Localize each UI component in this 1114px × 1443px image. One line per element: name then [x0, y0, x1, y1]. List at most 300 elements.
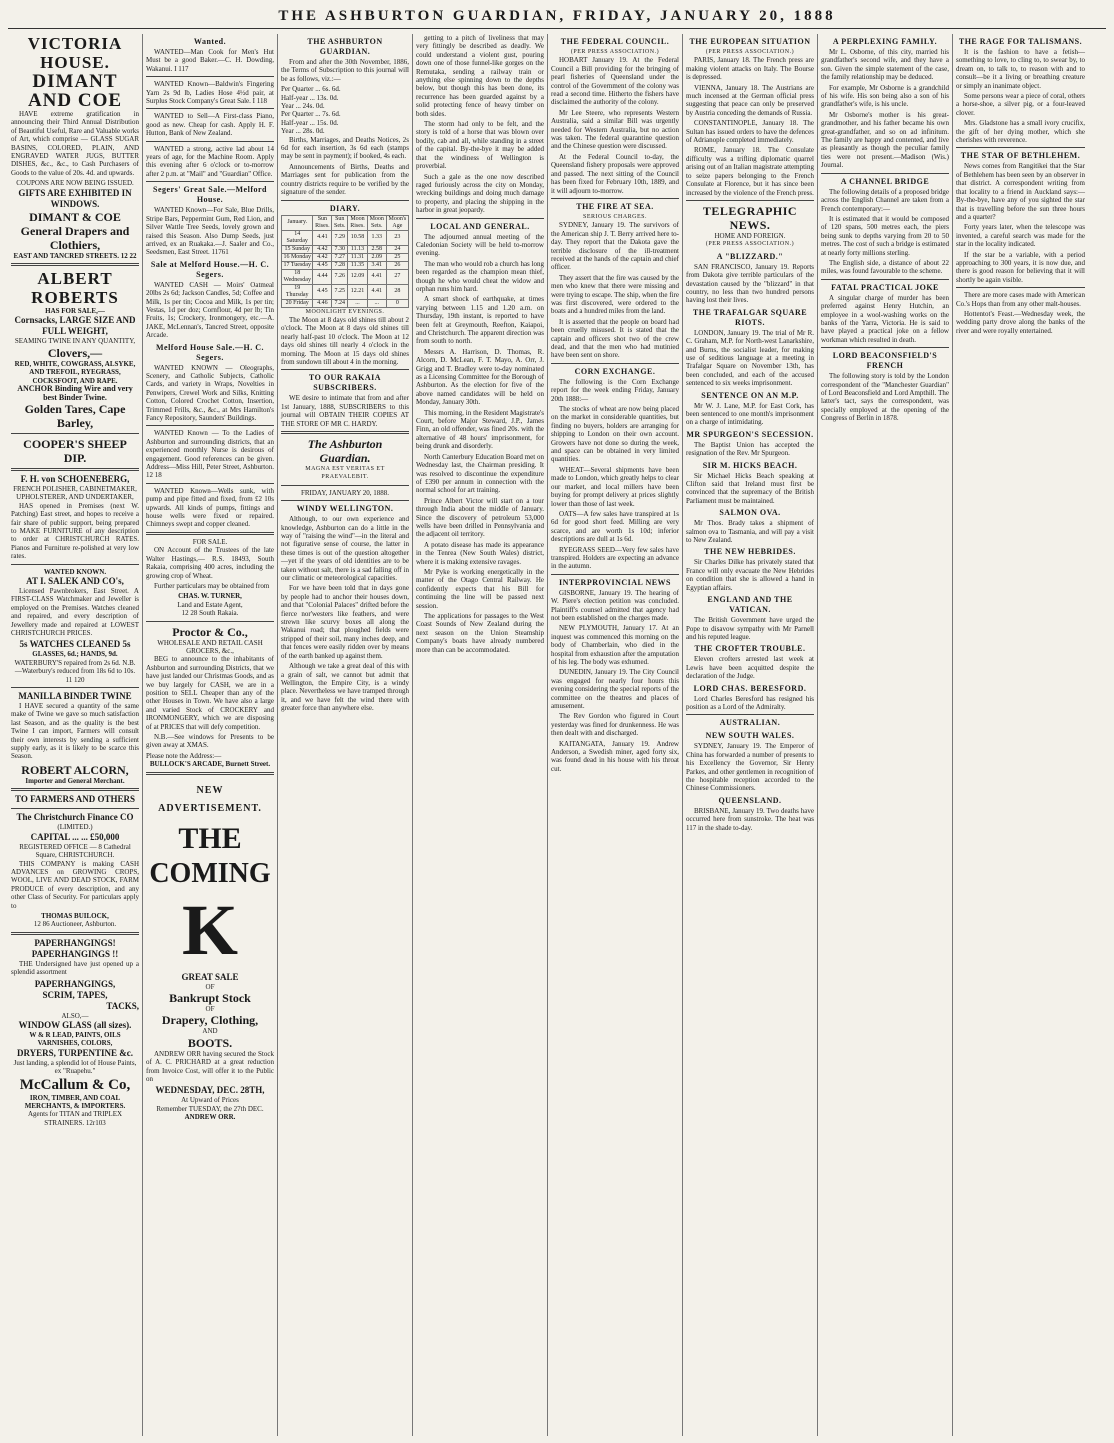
wanted-ad: WANTED a strong, active lad about 14 years of age, for the Machine Room. Apply this evening after 6 o'clock or to-morrow after 2 p.m. at "Mail" and "Guardian" Office.: [146, 144, 274, 178]
dimant-address: EAST AND TANCRED STREETS. 12 22: [13, 251, 137, 260]
golden-tares: Golden Tares, Cape Barley,: [24, 401, 126, 430]
qld-text: BRISBANE, January 19. Two deaths have occurred here from sunstroke. The heat was 117 in the shade to-day.: [686, 806, 814, 832]
talisman-paragraph: Mrs. Gladstone has a small ivory crucifix, the gift of her dying mother, which she cherishes with reverence.: [956, 119, 1085, 145]
divider: [146, 108, 274, 109]
corn-item: WHEAT—Several shipments have been made to London, which greatly helps to clear our market, and local millers have been buying for prompt delivery at prices slightly lower than those of last week.: [551, 465, 679, 508]
of-2: OF: [205, 1005, 215, 1014]
queensland-heading: QUEENSLAND.: [718, 795, 782, 805]
beresford-heading: LORD CHAS. BERESFORD.: [693, 683, 807, 693]
fire-item: SYDNEY, January 19. The survivors of the American ship J. T. Berry arrived here to-day. They report that the Dakota gave the terrible disclosure of the ill-treatment received at the hands of the captain and chief officer.: [551, 221, 679, 272]
column-6: [683, 34, 818, 1436]
diary-cell: 14 Saturday: [282, 230, 313, 245]
columns: [8, 34, 1106, 1436]
salek-text: Licensed Pawnbrokers, East Street. A FIRST-CLASS Watchmaker and Jeweller is employed on the Premises. Watches cleaned and repaired, and every description of Jewellery made and repaired at LOWEST CHRISTCHURCH PRICES.: [11, 586, 139, 637]
divider: [551, 198, 679, 199]
federal-heading: THE FEDERAL COUNCIL.: [560, 37, 670, 46]
registered-line: REGISTERED OFFICE — 8 Cathedral Square, CHRISTCHURCH.: [19, 842, 131, 860]
orr-text: ANDREW ORR having secured the Stock of A. C. PRICHARD at a great reduction from Invoice Cost, will offer it to the Public on: [146, 1049, 274, 1084]
motto: MAGNA EST VERITAS ET PRAEVALEBIT.: [305, 465, 385, 481]
corn-item: The following is the Corn Exchange report for the week ending Friday, January 20th 1888:—: [551, 377, 679, 403]
french-heading: LORD BEACONSFIELD'S FRENCH: [832, 351, 938, 371]
local-item: North Canterbury Education Board met on Wednesday last, the Chairman presiding. It was resolved to discontinue the expenditure of £390 per annum in connection with the normal school for art training.: [416, 452, 544, 495]
diary-cell: 4.41: [367, 269, 386, 284]
diary-cell: 4.46: [313, 299, 332, 307]
glasses-line: GLASSES, 6d.; HANDS, 9d.: [32, 650, 118, 659]
federal-item: Mr Lee Steere, who represents Western Australia, said a similar Bill was urgently needed for Western Australia, but no action was taken. The federal quarantine question and the Chinese question were discussed.: [551, 108, 679, 151]
diary-col-header: Sun Sets.: [332, 215, 348, 230]
nb-text: N.B.—See windows for Presents to be given away at XMAS.: [146, 733, 274, 750]
family-paragraph: Mr Osborne's mother is his great-grandmother, and his father became his own great-grandfather, and so on ad infinitum. The family are happy and contented, and live as pleasantly as though the peculiar family ties were not present.—Madison (Wis.) Journal.: [821, 110, 949, 170]
diary-cell: 11.13: [348, 245, 368, 253]
masthead-rule: [8, 28, 1106, 29]
diary-cell: 26: [386, 261, 408, 269]
waterbury-line: WATERBURY'S repaired from 2s 6d. N.B.—Waterbury's reduced from 18s 6d to 10s. 11 120: [14, 658, 136, 684]
window-glass: WINDOW GLASS (all sizes).: [18, 1019, 132, 1030]
sale-heading: Sale at Melford House.—H. C. Segers.: [150, 259, 270, 279]
address-note: Please note the Address:—: [146, 751, 222, 760]
oleo-text: WANTED KNOWN — Oleographs, Scenery, and Catholic Subjects, Catholic Cards, and variety in Wraps, Novelties in Penwipers, Crewel Work and Silks, Knitting Cotton, Colored Crochet Cotton, Insertion, Trimmed Frills, &c., &c., at Mrs Hamilton's Fancy Repository, Saunders' Buildings.: [146, 363, 274, 422]
article-paragraph: The storm had only to be felt, and the story is told of a horse that was blown over bodily, cab and all, while standing in a street of the capital. By-the-bye it may be added that the windiness of Wellington is proverbial.: [416, 120, 544, 171]
table-row: [282, 230, 409, 245]
local-item: Messrs A. Harrison, D. Thomas, R. Alcorn, D. McLean, F. T. Mayo, A. Orr, J. Grigg and T. Bradley were to-day nominated as a Licensing Committee for the Borough of Ashburton. As the election for five of the above named candidates will be held on Monday, January 30th.: [416, 347, 544, 407]
star-paragraph: News comes from Rangitikei that the Star of Bethlehem has been seen by an observer in that district. A correspondent writing from that locality to a friend in Auckland says:—By-the-bye, have any of you sighted the star that is travelling before the sun three hours and a quarter?: [956, 162, 1085, 221]
wanted-heading: Wanted.: [193, 37, 227, 46]
auctioneer-line: 12 86 Auctioneer, Ashburton.: [33, 920, 117, 929]
trafalgar-heading: THE TRAFALGAR SQUARE RIOTS.: [692, 307, 808, 327]
alcorn-heading: ROBERT ALCORN,: [21, 762, 129, 777]
diary-cell: 16 Monday: [283, 253, 311, 260]
divider: [686, 714, 814, 715]
diary-col-header: Moon Rises.: [348, 215, 368, 230]
diary-cell: 2.58: [367, 245, 386, 253]
column-3: [278, 34, 413, 1436]
and-line: AND: [202, 1027, 218, 1036]
crofter-text: Eleven crofters arrested last week at Lewis have been acquitted despite the declaration of the Judge.: [686, 655, 814, 681]
rate-line: Year ... 24s. 0d.: [281, 102, 325, 111]
proctor-heading: Proctor & Co.,: [172, 624, 248, 639]
diary-cell: 11.35: [348, 261, 368, 269]
the-heading: THE: [178, 821, 242, 855]
talisman-paragraph: Some persons wear a piece of coral, others a horse-shoe, a silver pig, or a four-leaved clover.: [956, 92, 1085, 117]
hicks-text: Sir Michael Hicks Beach speaking at Clifton said that Ireland must first be convinced that the supremacy of the British Parliament must be maintained.: [686, 471, 814, 505]
column-4: [413, 34, 548, 1436]
family-heading: A PERPLEXING FAMILY.: [832, 37, 938, 46]
cornsacks-line: Cornsacks, LARGE SIZE AND FULL WEIGHT,: [14, 315, 136, 337]
wanted-known: WANTED KNOWN.: [43, 567, 107, 576]
diary-cell: 24: [386, 245, 408, 253]
corn-heading: CORN EXCHANGE.: [574, 366, 656, 376]
local-heading: LOCAL AND GENERAL.: [430, 221, 530, 231]
divider: [146, 621, 274, 622]
diary-cell: 0: [386, 299, 408, 307]
euro-item: CONSTANTINOPLE, January 18. The Sultan has issued orders to have the defences of Adrianople completed immediately.: [686, 119, 814, 145]
diary-cell: 27: [386, 269, 408, 284]
rakaia-heading: TO OUR RAKAIA SUBSCRIBERS.: [308, 373, 382, 393]
limited-line: (LIMITED.): [57, 823, 93, 832]
joke-text: A singular charge of murder has been preferred against Henry Hutchin, an employee in a wool-washing works on the banks of the Yarra, Victoria. He is said to have played a practical joke on a fellow workman which resulted in death.: [821, 293, 949, 344]
south-rakaia: 12 28 South Rakaia.: [181, 609, 239, 618]
wanted-ad: WANTED to Sell—A First-class Piano, good as new. Cheap for cash. Apply H. F. Hutton, Bank of New Zealand.: [146, 112, 274, 138]
diary-col-header: January.: [282, 215, 313, 230]
diary-cell: 17 Tuesday: [283, 261, 311, 268]
blizzard-heading: A "BLIZZARD.": [716, 251, 784, 261]
divider: [146, 76, 274, 77]
table-row: [282, 284, 409, 299]
inter-item: GISBORNE, January 19. The hearing of W. Piere's election petition was concluded. Plaintiff's counsel admitted that agency had not been established on the charges made.: [551, 588, 679, 622]
local-item: Prince Albert Victor will start on a tour through India about the middle of January. Since the discovery of petroleum 53,000 wells have been drilled in Pennsylvania and the adjacent oil territory.: [416, 496, 544, 539]
diary-cell: 1.33: [367, 230, 386, 245]
diary-cell: 7.29: [332, 230, 348, 245]
anchor-line: ANCHOR Binding Wire and very best Binder Twine.: [17, 384, 133, 402]
diary-cell: 4.41: [313, 230, 332, 245]
diary-cell: 2.09: [367, 253, 386, 261]
drapers-heading: General Drapers and Clothiers,: [20, 223, 130, 252]
landing-line: Just landing, a splendid lot of House Paints, ex "Ruapehu.": [13, 1058, 137, 1076]
rakaia-text: WE desire to intimate that from and after 1st January, 1888, SUBSCRIBERS to this journal will OBTAIN THEIR COPIES AT THE STORE OF MR C. HARDY.: [281, 394, 409, 428]
talisman-paragraph: It is the fashion to have a fetish—something to love, to cling to, to swear by, to dream on, to talk to, to reason with and to consult—be it a living or breathing creature or simply an inanimate object.: [956, 48, 1085, 90]
star-heading: THE STAR OF BETHLEHEM.: [960, 151, 1081, 161]
channel-paragraph: It is estimated that it would be composed of 120 spans, 500 metres each, the piers being sunk to depths varying from 20 to 50 metres. The cost of such a bridge is estimated at nearly forty millions sterling.: [821, 214, 949, 257]
diary-cell: 4.41: [367, 284, 386, 299]
coopers-heading: COOPER'S SHEEP DIP.: [23, 436, 127, 465]
also-line: ALSO,—: [61, 1011, 89, 1020]
upward-line: At Upward of Prices: [181, 1096, 239, 1105]
salek-heading: AT I. SALEK AND CO's,: [26, 575, 124, 586]
gifts-line: GIFTS ARE EXHIBITED IN WINDOWS.: [18, 187, 132, 209]
roberts-heading: ALBERT ROBERTS: [31, 269, 119, 308]
divider: [146, 141, 274, 142]
divider: [821, 279, 949, 280]
local-item: A smart shock of earthquake, at times varying between 1.15 and 1.20 a.m. on Thursday, 19th instant, is reported to have been felt at Greymouth, Reefton, Kaiapoi, and Christchurch. The apparent direction was from south to north.: [416, 295, 544, 346]
moon-text: The Moon at 8 days old shines till about 2 o'clock. The Moon at 8 days old shines till nearly half-past 10 o'clock. The Moon at 12 days old shines till nearly 4 o'clock in the morning. The Moon at 15 days old shines from sundown till about 4 in the morning.: [281, 315, 409, 366]
coupons-line: COUPONS ARE NOW BEING ISSUED.: [16, 179, 134, 188]
melford-heading: Melford House Sale.—H. C. Segers.: [155, 342, 265, 362]
particulars-text: Further particulars may be obtained from: [154, 581, 270, 590]
buillock-name: THOMAS BUILOCK,: [41, 911, 109, 920]
wholesale-line: WHOLESALE AND RETAIL CASH GROCERS, &c.,: [157, 638, 263, 655]
diary-heading: DIARY.: [329, 203, 361, 213]
interprovincial-heading: INTERPROVINCIAL NEWS: [558, 577, 672, 587]
column-1: [8, 34, 143, 1436]
land-estate: Land and Estate Agent,: [177, 600, 243, 609]
divider: [146, 532, 274, 535]
diary-col-header: Moon's Age: [386, 215, 408, 230]
rate-line: Per Quarter ... 7s. 6d.: [281, 110, 341, 119]
fire-heading: THE FIRE AT SEA.: [576, 201, 654, 211]
of-1: OF: [205, 982, 215, 991]
column-2: [143, 34, 278, 1436]
divider: [11, 808, 139, 809]
diary-cell: 18 Wednesday: [283, 269, 311, 283]
joke-heading: FATAL PRACTICAL JOKE: [831, 282, 939, 292]
watches-line: 5s WATCHES CLEANED 5s: [19, 639, 131, 650]
paperhangings-3: PAPERHANGINGS,: [34, 978, 116, 989]
corn-item: OATS—A few sales have transpired at 1s 6d for good short feed. Milling are very scarce, and are worth 1s 10d; inferior descriptions are dull at 1s 6d.: [551, 509, 679, 544]
blizzard-text: SAN FRANCISCO, January 19. Reports from Dakota give terrible particulars of the devastation caused by the "blizzard" in that country, no less than two hundred persons having lost their lives.: [686, 262, 814, 305]
vatican-text: The British Government have urged the Pope to disavow sympathy with Mr Parnell and his reputed league.: [686, 616, 814, 641]
spurgeon-text: The Baptist Union has accepted the resignation of the Rev. Mr Spurgeon.: [686, 440, 814, 458]
sentence-heading: SENTENCE ON AN M.P.: [701, 390, 799, 400]
divider: [416, 218, 544, 219]
masthead: THE ASHBURTON GUARDIAN, FRIDAY, JANUARY 20, 1888: [278, 8, 836, 24]
european-heading: THE EUROPEAN SITUATION: [689, 37, 811, 46]
undersigned-text: THE Undersigned have just opened up a splendid assortment: [11, 959, 139, 977]
divider: [146, 181, 274, 182]
clover-list: RED, WHITE, COWGRASS, ALSYKE, AND TREFOIL, RYEGRASS, COCKSFOOT, AND RAPE.: [14, 359, 136, 385]
trafalgar-text: LONDON, January 19. The trial of Mr R. C. Graham, M.P. for North-west Lanarkshire, and Burns, the socialist leader, for making use of seditious language at a meeting in Trafalgar Square on November 13th, has been concluded, and each of the accused sentenced to six weeks imprisonment.: [686, 328, 814, 388]
diary-cell: 11.31: [348, 253, 368, 261]
divider: [281, 369, 409, 370]
article-paragraph: Although we take a great deal of this with a grain of salt, we cannot but admit that Wellington, the Empire City, is a windy place. Nevertheless we have tramped through it, and we have felt the wind there with greater force than anywhere else.: [281, 662, 409, 713]
divider: [821, 173, 949, 174]
euro-item: PARIS, January 18. The French press are making violent attacks on Italy. The Bourse is depressed.: [686, 56, 814, 82]
divider: [551, 363, 679, 364]
rate-line: Half-year ... 15s. 0d.: [281, 118, 339, 127]
dimant-heading-2: DIMANT & COE: [29, 209, 121, 224]
divider: [281, 500, 409, 501]
local-item: Mr Pyke is working energetically in the matter of the Otago Central Railway. He confidently expects that his Bill for continuing the line will be passed next session.: [416, 567, 544, 610]
scrim-line: SCRIM, TAPES,: [42, 989, 108, 1000]
home-foreign: HOME AND FOREIGN.: [714, 231, 786, 240]
column-7: [818, 34, 953, 1436]
column-8: [953, 34, 1088, 1436]
hebrides-heading: THE NEW HEBRIDES.: [704, 547, 796, 557]
guardian-terms: From and after the 30th November, 1886, the Terms of Subscription to this journal will be as follows, viz.:—: [281, 58, 409, 83]
hicks-heading: SIR M. HICKS BEACH.: [702, 460, 798, 470]
family-paragraph: For example, Mr Osborne is a grandchild of his wife. His son being also a son of his grandfather's wife, is his uncle.: [821, 83, 949, 109]
boots-line: BOOTS.: [187, 1035, 233, 1050]
issue-date: FRIDAY, JANUARY 20, 1888.: [300, 488, 390, 497]
divider: [11, 932, 139, 935]
hottentot-text: Hottentot's Feast.—Wednesday week, the wedding party drove along the banks of the river and were royally entertained.: [956, 309, 1085, 335]
casualties-heading: SERIOUS CHARGES.: [582, 213, 647, 220]
divider: [956, 287, 1085, 288]
table-row: [282, 299, 409, 307]
euro-item: VIENNA, January 18. The Austrians are much incensed at the German official press suggesting that peace can only be preserved by Austria conceding the demands of Russia.: [686, 83, 814, 117]
wanted-ad: WANTED Known—Baldwin's Fingering Yarn 2s 9d lb, Ladies Hose 4½d pair, at Surplus Stock Company's Great Sale. I 118: [146, 80, 274, 106]
diary-cell: 28: [386, 284, 408, 299]
article-paragraph: getting to a pitch of liveliness that may very fittingly be described as deadly. We could understand a violent gust, pouring down one of those funnel-like gorges on the Remutaka, sending a railway train or anything else spinning down to the depths below, but though this has been done, its recurrence has been guarded against by a solid protecting fence of heavy timber on both sides.: [416, 34, 544, 118]
talisman-heading: THE RAGE FOR TALISMANS.: [958, 37, 1083, 46]
divider: [11, 468, 139, 471]
diary-cell: 4.45: [313, 261, 332, 269]
mccallum-heading: McCallum & Co,: [19, 1076, 131, 1093]
moonlight-heading: MOONLIGHT EVENINGS.: [305, 308, 385, 315]
bankrupt-stock: Bankrupt Stock: [169, 991, 251, 1006]
schoeneberg-heading: F. H. von SCHOENEBERG,: [20, 473, 130, 484]
victoria-heading: VICTORIA HOUSE.: [27, 34, 123, 72]
rate-line: Year ... 28s. 0d.: [281, 127, 325, 136]
spurgeon-heading: MR SPURGEON'S SECESSION.: [686, 429, 814, 439]
fire-item: They assert that the fire was caused by the men who knew that there were missing and were trying to escape. The ship, when the fire was first discovered, were ordered to the boats and a hundred miles from the land.: [551, 273, 679, 316]
federal-item: At the Federal Council to-day, the Queensland fishery proposals were approved and passed. The next sitting of the Council has been fixed for February 10th, 1889, and it will adjourn to-morrow.: [551, 152, 679, 195]
diary-cell: 4.42: [313, 245, 332, 253]
drapery-line: Drapery, Clothing,: [161, 1013, 259, 1028]
cash-text: WANTED CASH — Moirs' Oatmeal 20lbs 2s 6d; Jackson Candles, 5d; Coffee and Milk, 1s per tin; Cocoa and Milk, 1s per tin; Vestas, 1d per doz; Cornflour, 4d per lb; Tin Fruits, 1s; Crockery, Ironmongery, etc.—A. JAKE, McLennan's, Tancred Street, opposite Arcade.: [146, 280, 274, 340]
diary-col-header: Moon Sets.: [367, 215, 386, 230]
hebrides-text: Sir Charles Dilke has privately stated that France will only evacuate the New Hebrides on condition that she is allowed a hand in Egyptian affairs.: [686, 558, 814, 592]
inter-item: DUNEDIN, January 19. The City Council was engaged for nearly four hours this evening considering the special reports of the committee on the theatres and places of amusement.: [551, 668, 679, 711]
divider: [281, 200, 409, 201]
schoeneberg-text: HAS opened in Premises (next W. Patching) East street, and hopes to receive a fair share of public support, being prepared to MAKE FURNITURE of any description to order at CHRISTCHURCH RATES. Pianos and Furniture re-polished at very low rates.: [11, 501, 139, 561]
alcorn-sub: Importer and General Merchant.: [25, 776, 125, 785]
iron-line: IRON, TIMBER, AND COAL MERCHANTS, & IMPORTERS.: [24, 1093, 126, 1110]
nsw-text: SYDNEY, January 19. The Emperor of China has forwarded a number of presents to his Excellency the Governor, Sir Henry Parkes, and other gentlemen in recognition of the hospitable reception accorded to the Chinese Commissioners.: [686, 742, 814, 793]
column-5: [548, 34, 683, 1436]
divider: [11, 564, 139, 565]
diary-header-row: [282, 215, 409, 230]
press-association: (PER PRESS ASSOCIATION.): [570, 49, 660, 55]
forsale-heading: FOR SALE.: [192, 537, 228, 546]
titan-line: Agents for TITAN and TRIPLEX STRAINERS. 12r103: [27, 1110, 123, 1127]
guardian-title: The Ashburton Guardian.: [307, 436, 383, 465]
diary-cell: 10.58: [348, 230, 368, 245]
inter-item: The Rev Gordon who figured in Court yesterday was fined for drunkenness. He was then dealt with and discharged.: [551, 712, 679, 738]
diary-cell: 7.25: [332, 284, 348, 299]
andrew-orr: ANDREW ORR.: [184, 1113, 236, 1122]
euro-item: ROME, January 18. The Consulate difficulty was a trifling diplomatic quarrel arising out of an Italian magistrate attempting to seize papers belonging to the French Consulate at Florence, but it has since been increased by the violence of the French press.: [686, 146, 814, 197]
diary-col-header: Sun Rises.: [313, 215, 332, 230]
diary-cell: 4.44: [313, 269, 332, 284]
remember-line: Remember TUESDAY, the 27th DEC.: [156, 1104, 264, 1113]
local-item: The man who would rob a church has long been regarded as the champion mean thief, though he who would cheat the widow and orphan runs him hard.: [416, 259, 544, 293]
diary-cell: 15 Sunday: [282, 245, 313, 253]
diary-table: [281, 215, 409, 308]
corn-item: RYEGRASS SEED—Very few sales have transpired. Holders are expecting an advance in the autumn.: [551, 545, 679, 571]
vatican-heading: ENGLAND AND THE VATICAN.: [707, 595, 793, 615]
forsale-text: ON Account of the Trustees of the late Walter Hastings,— R.S. 18493, South Rakaia, comprising 400 acres, including the growing crop of Wheat.: [146, 546, 274, 580]
manilla-heading: MANILLA BINDER TWINE: [18, 691, 132, 702]
inter-item: KAITANGATA, January 19. Andrew Anderson, a Swedish miner, aged forty six, was found dead in his house with his throat cut.: [551, 739, 679, 773]
nsw-heading: NEW SOUTH WALES.: [705, 731, 795, 741]
notice-text: There are more cases made with American Co.'s Hops than from any other malt-houses.: [956, 291, 1085, 308]
article-paragraph: For we have been told that in days gone by people had to anchor their houses down, and that "Colonial Palaces" drifted before the fierce nor'westers like feathers, and were strewn like scurvy boxes all along the Wakanui road; that ploughed fields were stripped of their soil, many inches deep, and that fences were easily ridden over by means of the earth banked up against them.: [281, 584, 409, 660]
divider: [821, 347, 949, 348]
local-item: A potato disease has made its appearance in the Tenrea (New South Wales) district, where it is making extensive ravages.: [416, 540, 544, 566]
diary-cell: 4.45: [313, 284, 332, 299]
crofter-heading: THE CROFTER TROUBLE.: [694, 644, 806, 654]
dimant-heading: DIMANT AND COE: [27, 71, 123, 111]
diary-cell: 23: [386, 230, 408, 245]
australian-heading: AUSTRALIAN.: [719, 718, 781, 728]
rate-line: Half-year ... 13s. 0d.: [281, 93, 339, 102]
divider: [11, 687, 139, 688]
divider: [281, 431, 409, 434]
french-text: The following story is told by the London correspondent of the "Manchester Guardian" of Lord Beaconsfield and Lord Ampthill. The latter's tact, says the correspondent, was specially employed at the opening of the Congress of Berlin in 1878.: [821, 372, 949, 423]
diary-cell: 7.28: [332, 261, 348, 269]
table-row: [282, 245, 409, 253]
proctor-text: BEG to announce to the inhabitants of Ashburton and surrounding Districts, that we have just landed our Christmas Goods, and as we buy largely for CASH, we are in a position to SELL Cheaper than any of the other Houses in Town. We have also a large and varied Stock of CROCKERY and IRONMONGERY, which we are disposing of at PRICES that will defy competition.: [146, 655, 274, 731]
dryers-line: DRYERS, TURPENTINE &c.: [16, 1047, 134, 1058]
capital-line: CAPITAL ... ... £50,000: [30, 831, 120, 842]
dimant-text: HAVE extreme gratification in announcing their Third Annual Distribution of Beautiful Useful, Rare and Valuable works of Art, which comprise — GLASS SUGAR BASINS, COLORED, PLAIN, AND ENGRAVED WATER JUGS, BUTTER DISHES, &c., &c., to Cash Purchasers of Goods to the value of 20s. 4d. and upwards.: [11, 110, 139, 177]
diary-cell: 12.09: [348, 269, 368, 284]
divider: [11, 433, 139, 434]
salmon-text: Mr Thos. Brady takes a shipment of salmon ova to Tasmania, and will pay a visit to New Zealand.: [686, 519, 814, 545]
beresford-text: Lord Charles Beresford has resigned his position as a Lord of the Admiralty.: [686, 694, 814, 711]
diary-cell: ...: [367, 299, 386, 307]
finance-text: THIS COMPANY is making CASH ADVANCES on GROWING CROPS, WOOL, LIVE AND DEAD STOCK, FARM PRODUCE of every description, and any other Class of Security. For particulars apply to: [11, 859, 139, 910]
inter-item: NEW PLYMOUTH, January 17. At an inquest was commenced this morning on the body of Chamberlain, who died in the hospital from exhaustion after the amputation of his leg. The body was exhumed.: [551, 624, 679, 666]
diary-cell: 19 Thursday: [282, 284, 313, 299]
fire-item: It is asserted that the people on board had been cruelly misused. It is stated that the captain and officers shot two of the crew dead, and that the men who had mutinied have been sent on shore.: [551, 317, 679, 360]
k-letter: K: [181, 889, 238, 970]
seaming-line: SEAMING TWINE IN ANY QUANTITY,: [14, 337, 136, 346]
diary-cell: 7.24: [332, 299, 348, 307]
diary-cell: 20 Friday: [282, 299, 313, 307]
paperhangings-2: PAPERHANGINGS !!: [31, 948, 119, 959]
divider: [686, 200, 814, 201]
lead-line: W & R LEAD, PAINTS, OILS VARNISHES, COLORS,: [29, 1030, 121, 1048]
divider: [11, 788, 139, 791]
guardian-subscription-heading: THE ASHBURTON GUARDIAN.: [307, 37, 383, 56]
table-row: [282, 269, 409, 284]
diary-cell: 7.27: [332, 253, 348, 261]
divider: [11, 263, 139, 266]
finance-heading: The Christchurch Finance CO: [16, 812, 134, 823]
diary-cell: 12.21: [348, 284, 368, 299]
local-item: The adjourned annual meeting of the Caledonian Society will be held to-morrow evening.: [416, 232, 544, 258]
press-association: (PER PRESS ASSOCIATION.): [705, 49, 795, 55]
coming-heading: COMING: [149, 857, 271, 889]
schoeneberg-sub: FRENCH POLISHER, CABINETMAKER, UPHOLSTERER, AND UNDERTAKER,: [13, 484, 137, 502]
divider: [551, 574, 679, 575]
rate-line: Per Quarter ... 6s. 6d.: [281, 85, 341, 94]
divider: [146, 425, 274, 426]
star-paragraph: If the star be a variable, with a period approaching to 300 years, it is now due, and there is good reason for believing that it will shortly be again visible.: [956, 250, 1085, 284]
great-sale: GREAT SALE: [181, 971, 239, 982]
salmon-heading: SALMON OVA.: [719, 508, 781, 518]
wednesday-line: WEDNESDAY, DEC. 28TH,: [155, 1085, 265, 1096]
segers-heading: Segers' Great Sale.—Melford House.: [153, 185, 267, 205]
table-row: [282, 253, 409, 261]
divider: [146, 483, 274, 484]
wells-text: WANTED Known—Wells sunk, with pump and pipe fitted and fixed, from £2 10s upwards. All kinds of pumps, fittings and house wells were fixed or repaired. Chimneys swept and copper cleaned.: [146, 486, 274, 529]
paperhangings-1: PAPERHANGINGS!: [34, 937, 116, 948]
has-for-sale: HAS FOR SALE,—: [45, 307, 105, 316]
births-text: Births, Marriages, and Deaths Notices, 2s 6d for each insertion, 3s 6d each (stamps may be sent in payment); if booked, 4s each.: [281, 135, 409, 161]
turner-name: CHAS. W. TURNER,: [178, 592, 242, 601]
diary-cell: 7.30: [332, 245, 348, 253]
local-item: This morning, in the Resident Magistrate's Court, before Major Steward, J.P., James Finn, an old offender, was fined 20s. with the alternative of 48 hours' imprisonment, for being drunk and disorderly.: [416, 408, 544, 451]
tacks-line: TACKS,: [106, 1000, 139, 1011]
farmers-heading: TO FARMERS AND OTHERS: [15, 794, 135, 805]
clovers-heading: Clovers,—: [47, 345, 103, 360]
windy-heading: WINDY WELLINGTON.: [296, 504, 394, 514]
article-paragraph: Such a gale as the one now described raged furiously across the city on Monday, wrecking buildings and doing much damage to property, and placing the shipping in the harbor in great jeopardy.: [416, 172, 544, 215]
star-paragraph: Forty years later, when the telescope was invented, a careful search was made for the star in the locality indicated.: [956, 223, 1085, 249]
bullock-address: BULLOCK'S ARCADE, Burnett Street.: [149, 760, 271, 769]
diary-cell: ...: [348, 299, 368, 307]
local-item: The applications for passages to the West Coast Sounds of New Zealand during the next season on the Union Steamship Company's boats have already numbered more than can be accommodated.: [416, 612, 544, 654]
channel-heading: A CHANNEL BRIDGE: [840, 176, 930, 186]
new-advertisement: NEW ADVERTISEMENT.: [158, 784, 262, 814]
corn-item: The stocks of wheat are now being placed on the market in considerable quantities, but finding no buyers, holders are arranging for shipping to London on their own account. Growers have not done so during the week, and space can be obtained in very limited quantities.: [551, 405, 679, 464]
telegraphic-heading: TELEGRAPHIC NEWS.: [702, 203, 798, 232]
manilla-text: I HAVE secured a quantity of the same make of Twine we gave so much satisfaction last Season, and as the quality is the best Twine I can import, Farmers will consult their own interests by sending a sufficient supply early, as it is likely to be scarce this Season.: [11, 702, 139, 761]
channel-paragraph: The following details of a proposed bridge across the English Channel are taken from a French contemporary:—: [821, 187, 949, 213]
divider: [956, 147, 1085, 148]
segers-text: WANTED Known—For Sale, Blue Drills, Stripe Bars, Peppermint Gum, Red Lion, and Silver Wattle Tree Seeds, lovely grown and raised this Season. Also Dump Seeds, just arrived, ex an Ruakaka.—J. Saaler and Co., Seedsmen, East Street. 11761: [146, 206, 274, 257]
federal-item: HOBART January 19. At the Federal Council a Bill providing for the bringing of pearl fisheries of Queensland under the control of the Government of the colony was read a second time. Hitherto the fishers have disclaimed the authority of the colony.: [551, 56, 679, 107]
diary-cell: 7.26: [332, 269, 348, 284]
wanted-ad: WANTED—Man Cook for Men's Hut Must be a good Baker.—C. H. Dowding, Wakanui. I 117: [146, 48, 274, 73]
press-association: (PER PRESS ASSOCIATION.): [705, 241, 795, 248]
diary-cell: 4.42: [313, 253, 332, 261]
ladies-text: WANTED Known — To the Ladies of Ashburton and surrounding districts, that an experienced monthly Nurse is desirous of engagement. Good references can be given. Address—Miss Hill, Peter Street, Ashburton. 12 18: [146, 429, 274, 480]
announcements-text: Announcements of Births, Deaths and Marriages sent for publication from the country districts require to be verified by the signature of the sender.: [281, 162, 409, 197]
divider: [281, 485, 409, 486]
